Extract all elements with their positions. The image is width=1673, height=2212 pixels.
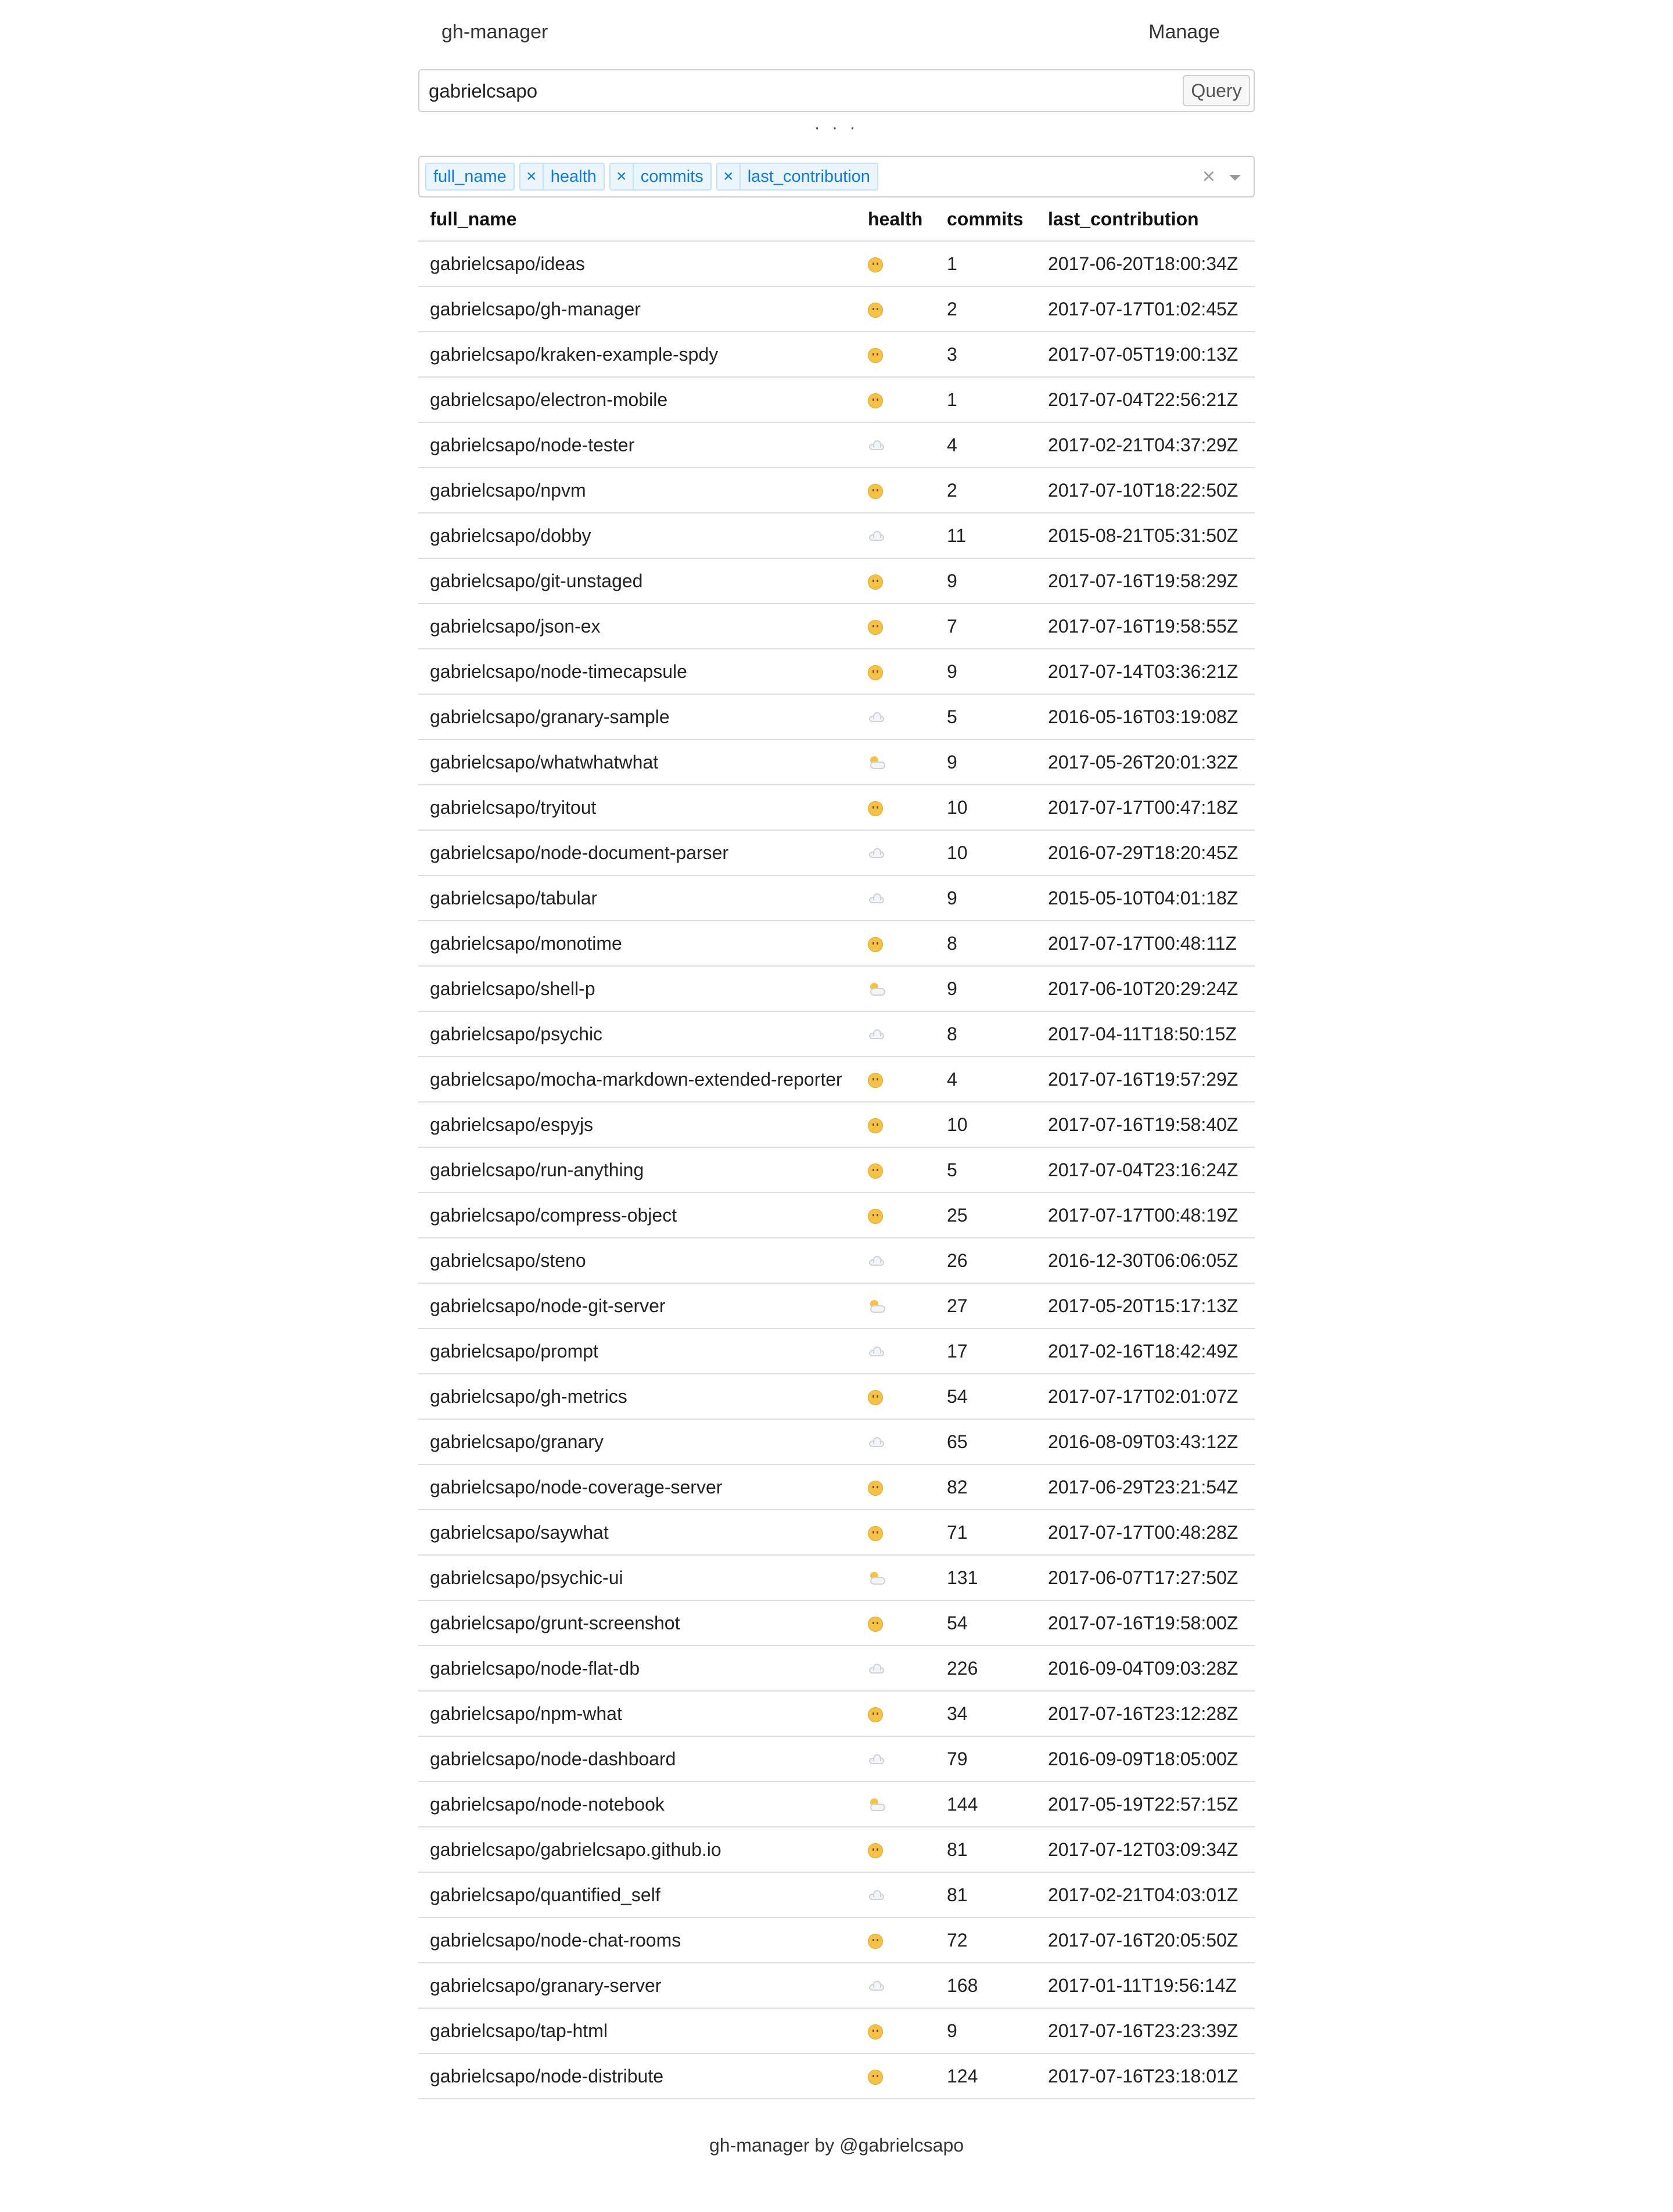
repo-name-cell: gabrielcsapo/tryitout xyxy=(418,785,856,830)
table-row[interactable] xyxy=(418,1872,1255,1917)
table-row[interactable] xyxy=(418,1283,1255,1328)
repo-name-cell: gabrielcsapo/monotime xyxy=(418,921,856,966)
commits-cell: 25 xyxy=(935,1193,1036,1238)
health-cell xyxy=(856,1464,935,1510)
sunny-icon xyxy=(868,620,883,635)
table-row[interactable] xyxy=(418,332,1255,377)
last-contribution-cell: 2016-12-30T06:06:05Z xyxy=(1036,1238,1255,1283)
health-cell xyxy=(856,332,935,377)
column-header-health[interactable]: health xyxy=(856,198,935,241)
navbar xyxy=(418,0,1255,67)
commits-cell: 34 xyxy=(935,1691,1036,1736)
table-row[interactable] xyxy=(418,921,1255,966)
table-row[interactable] xyxy=(418,422,1255,468)
commits-cell: 17 xyxy=(935,1328,1036,1374)
commits-cell: 81 xyxy=(935,1827,1036,1872)
sunny-icon xyxy=(868,1707,883,1722)
last-contribution-cell: 2017-07-12T03:09:34Z xyxy=(1036,1827,1255,1872)
last-contribution-cell: 2017-07-16T19:57:29Z xyxy=(1036,1057,1255,1102)
last-contribution-cell: 2015-05-10T04:01:18Z xyxy=(1036,875,1255,921)
sunny-icon xyxy=(868,1118,883,1133)
last-contribution-cell: 2017-06-20T18:00:34Z xyxy=(1036,241,1255,286)
table-row[interactable] xyxy=(418,1147,1255,1193)
repo-name-cell: gabrielcsapo/granary-sample xyxy=(418,694,856,739)
table-header-row xyxy=(418,198,1255,241)
commits-cell: 144 xyxy=(935,1782,1036,1827)
sunny-icon xyxy=(868,484,883,499)
repo-name-cell: gabrielcsapo/grunt-screenshot xyxy=(418,1600,856,1646)
table-row[interactable] xyxy=(418,2053,1255,2099)
chevron-down-icon[interactable] xyxy=(1229,175,1241,181)
sunny-icon xyxy=(868,1390,883,1405)
health-cell xyxy=(856,513,935,558)
brand-link[interactable]: gh-manager xyxy=(441,21,548,43)
cloud-icon xyxy=(868,1980,885,1993)
health-cell xyxy=(856,1555,935,1600)
sunny-icon xyxy=(868,1526,883,1541)
commits-cell: 26 xyxy=(935,1238,1036,1283)
commits-cell: 9 xyxy=(935,875,1036,921)
table-row[interactable] xyxy=(418,1963,1255,2008)
health-cell xyxy=(856,875,935,921)
commits-cell: 10 xyxy=(935,1102,1036,1147)
health-cell xyxy=(856,1691,935,1736)
column-chips xyxy=(425,163,878,191)
last-contribution-cell: 2016-08-09T03:43:12Z xyxy=(1036,1419,1255,1464)
table-row[interactable] xyxy=(418,2008,1255,2053)
health-cell xyxy=(856,1917,935,1963)
sunny-icon xyxy=(868,1209,883,1224)
repo-name-cell: gabrielcsapo/json-ex xyxy=(418,604,856,649)
table-row[interactable] xyxy=(418,1646,1255,1691)
last-contribution-cell: 2017-04-11T18:50:15Z xyxy=(1036,1011,1255,1057)
commits-cell: 9 xyxy=(935,649,1036,694)
sunny-icon xyxy=(868,801,883,816)
column-chip xyxy=(716,163,878,191)
cloud-icon xyxy=(868,1437,885,1449)
last-contribution-cell: 2017-06-07T17:27:50Z xyxy=(1036,1555,1255,1600)
sunny-icon xyxy=(868,2070,883,2085)
commits-cell: 9 xyxy=(935,558,1036,604)
health-cell xyxy=(856,694,935,739)
last-contribution-cell: 2017-07-16T23:18:01Z xyxy=(1036,2053,1255,2099)
sunny-icon xyxy=(868,257,883,272)
query-input[interactable] xyxy=(428,76,1185,106)
cloud-icon xyxy=(868,530,885,543)
sunny-icon xyxy=(868,348,883,363)
cloud-icon xyxy=(868,1029,885,1042)
table-row[interactable] xyxy=(418,830,1255,875)
last-contribution-cell: 2017-07-17T00:48:28Z xyxy=(1036,1510,1255,1555)
last-contribution-cell: 2017-06-10T20:29:24Z xyxy=(1036,966,1255,1011)
cloud-icon xyxy=(868,1890,885,1902)
commits-cell: 11 xyxy=(935,513,1036,558)
last-contribution-cell: 2017-07-04T22:56:21Z xyxy=(1036,377,1255,422)
commits-cell: 226 xyxy=(935,1646,1036,1691)
last-contribution-cell: 2017-07-16T19:58:00Z xyxy=(1036,1600,1255,1646)
commits-cell: 2 xyxy=(935,286,1036,332)
repo-name-cell: gabrielcsapo/node-distribute xyxy=(418,2053,856,2099)
repo-name-cell: gabrielcsapo/npvm xyxy=(418,468,856,513)
health-cell xyxy=(856,1011,935,1057)
table-row[interactable] xyxy=(418,1691,1255,1736)
cloud-icon xyxy=(868,1346,885,1359)
health-cell xyxy=(856,1963,935,2008)
cloud-icon xyxy=(868,440,885,453)
health-cell xyxy=(856,739,935,785)
repo-name-cell: gabrielcsapo/saywhat xyxy=(418,1510,856,1555)
repo-name-cell: gabrielcsapo/electron-mobile xyxy=(418,377,856,422)
commits-cell: 7 xyxy=(935,604,1036,649)
table-row[interactable] xyxy=(418,875,1255,921)
health-cell xyxy=(856,1646,935,1691)
repo-name-cell: gabrielcsapo/tabular xyxy=(418,875,856,921)
health-cell xyxy=(856,377,935,422)
health-cell xyxy=(856,241,935,286)
chip-label: health xyxy=(543,163,605,191)
repo-name-cell: gabrielcsapo/node-chat-rooms xyxy=(418,1917,856,1963)
commits-cell: 79 xyxy=(935,1736,1036,1782)
remove-chip-icon[interactable]: × xyxy=(609,163,633,191)
last-contribution-cell: 2017-05-26T20:01:32Z xyxy=(1036,739,1255,785)
chip-label: last_contribution xyxy=(739,163,878,191)
repo-name-cell: gabrielcsapo/npm-what xyxy=(418,1691,856,1736)
health-cell xyxy=(856,604,935,649)
commits-cell: 65 xyxy=(935,1419,1036,1464)
repo-name-cell: gabrielcsapo/psychic xyxy=(418,1011,856,1057)
table-row[interactable] xyxy=(418,1600,1255,1646)
health-cell xyxy=(856,966,935,1011)
column-chip xyxy=(609,163,712,191)
repo-name-cell: gabrielcsapo/run-anything xyxy=(418,1147,856,1193)
health-cell xyxy=(856,1600,935,1646)
table-row[interactable] xyxy=(418,1827,1255,1872)
commits-cell: 54 xyxy=(935,1374,1036,1419)
health-cell xyxy=(856,921,935,966)
commits-cell: 71 xyxy=(935,1510,1036,1555)
sunny-icon xyxy=(868,1617,883,1632)
repo-name-cell: gabrielcsapo/node-document-parser xyxy=(418,830,856,875)
app-container xyxy=(418,0,1255,2087)
table-row[interactable] xyxy=(418,1917,1255,1963)
health-cell xyxy=(856,1872,935,1917)
commits-cell: 8 xyxy=(935,921,1036,966)
sunny-icon xyxy=(868,1934,883,1949)
health-cell xyxy=(856,2053,935,2099)
partly-cloudy-icon xyxy=(868,1571,886,1586)
query-button[interactable]: Query xyxy=(1183,75,1250,106)
cloud-icon xyxy=(868,1663,885,1676)
commits-cell: 4 xyxy=(935,422,1036,468)
partly-cloudy-icon xyxy=(868,1798,886,1813)
sunny-icon xyxy=(868,1843,883,1858)
last-contribution-cell: 2017-07-16T23:23:39Z xyxy=(1036,2008,1255,2053)
health-cell xyxy=(856,649,935,694)
repo-name-cell: gabrielcsapo/node-notebook xyxy=(418,1782,856,1827)
repo-name-cell: gabrielcsapo/node-coverage-server xyxy=(418,1464,856,1510)
repo-name-cell: gabrielcsapo/granary xyxy=(418,1419,856,1464)
last-contribution-cell: 2016-07-29T18:20:45Z xyxy=(1036,830,1255,875)
health-cell xyxy=(856,1193,935,1238)
last-contribution-cell: 2015-08-21T05:31:50Z xyxy=(1036,513,1255,558)
table-row[interactable] xyxy=(418,1555,1255,1600)
table-row[interactable] xyxy=(418,558,1255,604)
column-chip xyxy=(519,163,605,191)
chip-label: full_name xyxy=(425,163,515,191)
columns-select[interactable] xyxy=(418,156,1255,198)
table-row[interactable] xyxy=(418,1011,1255,1057)
repo-name-cell: gabrielcsapo/gabrielcsapo.github.io xyxy=(418,1827,856,1872)
commits-cell: 5 xyxy=(935,1147,1036,1193)
partly-cloudy-icon xyxy=(868,982,886,997)
repo-name-cell: gabrielcsapo/node-dashboard xyxy=(418,1736,856,1782)
last-contribution-cell: 2017-07-17T02:01:07Z xyxy=(1036,1374,1255,1419)
cloud-icon xyxy=(868,893,885,906)
cloud-icon xyxy=(868,848,885,860)
commits-cell: 10 xyxy=(935,785,1036,830)
health-cell xyxy=(856,1283,935,1328)
commits-cell: 81 xyxy=(935,1872,1036,1917)
repo-name-cell: gabrielcsapo/dobby xyxy=(418,513,856,558)
commits-cell: 131 xyxy=(935,1555,1036,1600)
table-row[interactable] xyxy=(418,739,1255,785)
last-contribution-cell: 2017-07-17T01:02:45Z xyxy=(1036,286,1255,332)
last-contribution-cell: 2017-05-20T15:17:13Z xyxy=(1036,1283,1255,1328)
health-cell xyxy=(856,1238,935,1283)
table-row[interactable] xyxy=(418,1193,1255,1238)
last-contribution-cell: 2017-02-21T04:37:29Z xyxy=(1036,422,1255,468)
repo-name-cell: gabrielcsapo/shell-p xyxy=(418,966,856,1011)
sunny-icon xyxy=(868,574,883,590)
health-cell xyxy=(856,1736,935,1782)
repo-name-cell: gabrielcsapo/prompt xyxy=(418,1328,856,1374)
sunny-icon xyxy=(868,1481,883,1496)
commits-cell: 4 xyxy=(935,1057,1036,1102)
table-body xyxy=(418,241,1255,2099)
cloud-icon xyxy=(868,712,885,724)
repo-name-cell: gabrielcsapo/granary-server xyxy=(418,1963,856,2008)
repo-name-cell: gabrielcsapo/quantified_self xyxy=(418,1872,856,1917)
last-contribution-cell: 2017-07-16T23:12:28Z xyxy=(1036,1691,1255,1736)
health-cell xyxy=(856,1374,935,1419)
table-row[interactable] xyxy=(418,1057,1255,1102)
repo-name-cell: gabrielcsapo/node-git-server xyxy=(418,1283,856,1328)
sunny-icon xyxy=(868,393,883,408)
repo-name-cell: gabrielcsapo/compress-object xyxy=(418,1193,856,1238)
commits-cell: 54 xyxy=(935,1600,1036,1646)
commits-cell: 82 xyxy=(935,1464,1036,1510)
commits-cell: 27 xyxy=(935,1283,1036,1328)
last-contribution-cell: 2017-07-17T00:48:11Z xyxy=(1036,921,1255,966)
clear-icon[interactable]: × xyxy=(1202,164,1215,189)
commits-cell: 9 xyxy=(935,966,1036,1011)
sunny-icon xyxy=(868,303,883,318)
table-row[interactable] xyxy=(418,513,1255,558)
query-form xyxy=(418,69,1255,112)
commits-cell: 2 xyxy=(935,468,1036,513)
partly-cloudy-icon xyxy=(868,756,886,771)
table-row[interactable] xyxy=(418,241,1255,286)
last-contribution-cell: 2017-07-04T23:16:24Z xyxy=(1036,1147,1255,1193)
last-contribution-cell: 2017-07-05T19:00:13Z xyxy=(1036,332,1255,377)
repos-table xyxy=(418,198,1255,2099)
repo-name-cell: gabrielcsapo/node-tester xyxy=(418,422,856,468)
table-row[interactable] xyxy=(418,1374,1255,1419)
table-row[interactable] xyxy=(418,1419,1255,1464)
footer-text: gh-manager by @gabrielcsapo xyxy=(709,2135,964,2156)
health-cell xyxy=(856,558,935,604)
commits-cell: 3 xyxy=(935,332,1036,377)
sunny-icon xyxy=(868,2024,883,2039)
table-row[interactable] xyxy=(418,694,1255,739)
last-contribution-cell: 2016-09-04T09:03:28Z xyxy=(1036,1646,1255,1691)
last-contribution-cell: 2017-05-19T22:57:15Z xyxy=(1036,1782,1255,1827)
health-cell xyxy=(856,1147,935,1193)
repo-name-cell: gabrielcsapo/git-unstaged xyxy=(418,558,856,604)
last-contribution-cell: 2017-02-16T18:42:49Z xyxy=(1036,1328,1255,1374)
table-row[interactable] xyxy=(418,604,1255,649)
health-cell xyxy=(856,1827,935,1872)
repo-name-cell: gabrielcsapo/ideas xyxy=(418,241,856,286)
last-contribution-cell: 2017-06-29T23:21:54Z xyxy=(1036,1464,1255,1510)
commits-cell: 8 xyxy=(935,1011,1036,1057)
last-contribution-cell: 2017-07-16T19:58:55Z xyxy=(1036,604,1255,649)
commits-cell: 72 xyxy=(935,1917,1036,1963)
health-cell xyxy=(856,1102,935,1147)
repo-name-cell: gabrielcsapo/gh-metrics xyxy=(418,1374,856,1419)
health-cell xyxy=(856,422,935,468)
table-row[interactable] xyxy=(418,286,1255,332)
table-row[interactable] xyxy=(418,468,1255,513)
table-row[interactable] xyxy=(418,1238,1255,1283)
manage-link[interactable]: Manage xyxy=(1148,21,1220,43)
remove-chip-icon[interactable]: × xyxy=(716,163,739,191)
table-row[interactable] xyxy=(418,1782,1255,1827)
table-row[interactable] xyxy=(418,966,1255,1011)
column-chip xyxy=(425,163,515,191)
repo-name-cell: gabrielcsapo/steno xyxy=(418,1238,856,1283)
commits-cell: 5 xyxy=(935,694,1036,739)
commits-cell: 10 xyxy=(935,830,1036,875)
last-contribution-cell: 2016-05-16T03:19:08Z xyxy=(1036,694,1255,739)
last-contribution-cell: 2017-07-16T19:58:40Z xyxy=(1036,1102,1255,1147)
repo-name-cell: gabrielcsapo/psychic-ui xyxy=(418,1555,856,1600)
sunny-icon xyxy=(868,665,883,680)
repo-name-cell: gabrielcsapo/tap-html xyxy=(418,2008,856,2053)
last-contribution-cell: 2017-01-11T19:56:14Z xyxy=(1036,1963,1255,2008)
last-contribution-cell: 2016-09-09T18:05:00Z xyxy=(1036,1736,1255,1782)
health-cell xyxy=(856,1782,935,1827)
repo-name-cell: gabrielcsapo/kraken-example-spdy xyxy=(418,332,856,377)
table-row[interactable] xyxy=(418,649,1255,694)
repo-name-cell: gabrielcsapo/espyjs xyxy=(418,1102,856,1147)
commits-cell: 124 xyxy=(935,2053,1036,2099)
table-row[interactable] xyxy=(418,1464,1255,1510)
health-cell xyxy=(856,785,935,830)
column-header-full-name[interactable]: full_name xyxy=(418,198,856,241)
table-row[interactable] xyxy=(418,377,1255,422)
health-cell xyxy=(856,1057,935,1102)
sunny-icon xyxy=(868,1073,883,1088)
last-contribution-cell: 2017-02-21T04:03:01Z xyxy=(1036,1872,1255,1917)
repo-name-cell: gabrielcsapo/node-flat-db xyxy=(418,1646,856,1691)
collapse-toggle[interactable]: · · · xyxy=(814,118,859,137)
repo-name-cell: gabrielcsapo/mocha-markdown-extended-reporter xyxy=(418,1057,856,1102)
health-cell xyxy=(856,1328,935,1374)
repo-name-cell: gabrielcsapo/whatwhatwhat xyxy=(418,739,856,785)
commits-cell: 1 xyxy=(935,241,1036,286)
commits-cell: 1 xyxy=(935,377,1036,422)
chip-label: commits xyxy=(633,163,712,191)
table-row[interactable] xyxy=(418,1328,1255,1374)
partly-cloudy-icon xyxy=(868,1299,886,1315)
health-cell xyxy=(856,468,935,513)
column-header-commits[interactable]: commits xyxy=(935,198,1036,241)
commits-cell: 9 xyxy=(935,739,1036,785)
cloud-icon xyxy=(868,1255,885,1268)
column-header-last-contribution[interactable]: last_contribution xyxy=(1036,198,1255,241)
commits-cell: 9 xyxy=(935,2008,1036,2053)
commits-cell: 168 xyxy=(935,1963,1036,2008)
repo-name-cell: gabrielcsapo/node-timecapsule xyxy=(418,649,856,694)
table-row[interactable] xyxy=(418,1102,1255,1147)
last-contribution-cell: 2017-07-16T19:58:29Z xyxy=(1036,558,1255,604)
health-cell xyxy=(856,1510,935,1555)
health-cell xyxy=(856,830,935,875)
last-contribution-cell: 2017-07-10T18:22:50Z xyxy=(1036,468,1255,513)
health-cell xyxy=(856,286,935,332)
last-contribution-cell: 2017-07-17T00:47:18Z xyxy=(1036,785,1255,830)
cloud-icon xyxy=(868,1754,885,1766)
sunny-icon xyxy=(868,937,883,952)
health-cell xyxy=(856,1419,935,1464)
last-contribution-cell: 2017-07-16T20:05:50Z xyxy=(1036,1917,1255,1963)
table-row[interactable] xyxy=(418,1736,1255,1782)
table-row[interactable] xyxy=(418,1510,1255,1555)
health-cell xyxy=(856,2008,935,2053)
repo-name-cell: gabrielcsapo/gh-manager xyxy=(418,286,856,332)
remove-chip-icon[interactable]: × xyxy=(519,163,543,191)
last-contribution-cell: 2017-07-17T00:48:19Z xyxy=(1036,1193,1255,1238)
sunny-icon xyxy=(868,1164,883,1179)
table-row[interactable] xyxy=(418,785,1255,830)
last-contribution-cell: 2017-07-14T03:36:21Z xyxy=(1036,649,1255,694)
